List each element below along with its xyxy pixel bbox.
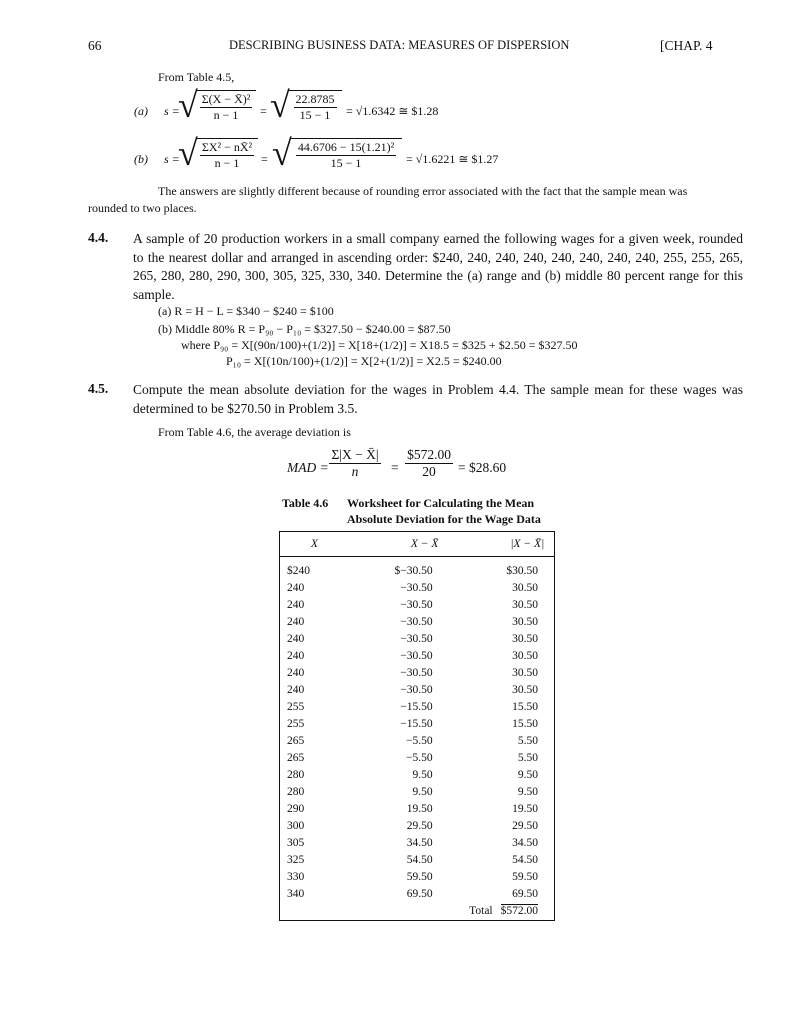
table-row	[280, 869, 555, 886]
part-a-numerator-2: 22.8785	[295, 92, 335, 106]
cell-x: 240	[287, 667, 305, 679]
mad-denominator-1: n	[351, 464, 359, 479]
worksheet-table	[279, 531, 555, 921]
cell-deviation: $−30.50	[394, 565, 433, 577]
part-a-lhs: s =	[164, 104, 180, 118]
cell-abs-deviation: 30.50	[512, 633, 538, 645]
part-b-result: = √1.6221 ≅ $1.27	[406, 152, 499, 166]
cell-deviation: 54.50	[406, 854, 433, 866]
table-row	[280, 801, 555, 818]
sqrt-icon: √	[270, 85, 290, 125]
cell-x: 305	[287, 837, 305, 849]
table-row	[280, 580, 555, 597]
mad-numerator-1: Σ|X − X̄|	[331, 447, 379, 462]
cell-abs-deviation: $30.50	[506, 565, 538, 577]
cell-deviation: −30.50	[400, 616, 433, 628]
table-row	[280, 835, 555, 852]
sqrt-icon: √	[272, 133, 292, 173]
header-abs-deviation: |X − X̄|	[501, 532, 555, 557]
cell-abs-deviation: 19.50	[512, 803, 538, 815]
table-row	[280, 852, 555, 869]
chapter-label: [CHAP. 4	[660, 38, 713, 53]
table-row	[280, 631, 555, 648]
running-title: DESCRIBING BUSINESS DATA: MEASURES OF DISPERSION	[229, 38, 570, 52]
rounding-note: The answers are slightly different because of rounding error associated with the fact that the sample mean was rounded to two places.	[88, 184, 688, 215]
part-b-denominator-2: 15 − 1	[330, 156, 362, 170]
cell-x: 240	[287, 633, 305, 645]
cell-abs-deviation: 5.50	[517, 752, 538, 764]
part-b-lhs: s =	[164, 152, 180, 166]
part-b-equals: =	[261, 152, 268, 166]
cell-abs-deviation: 54.50	[512, 854, 538, 866]
cell-deviation: 29.50	[406, 820, 433, 832]
table-caption-line-1: Worksheet for Calculating the Mean	[347, 496, 535, 510]
cell-abs-deviation: 30.50	[512, 616, 538, 628]
table-row	[280, 818, 555, 835]
part-a-numerator-1: Σ(X − X̄)²	[201, 92, 251, 106]
header-deviation: X − X̄	[349, 532, 501, 557]
cell-x: 330	[287, 871, 305, 883]
table-caption-label: Table 4.6	[282, 496, 329, 510]
cell-x: 265	[287, 735, 305, 747]
cell-abs-deviation: 15.50	[512, 701, 538, 713]
mad-lhs: MAD =	[287, 460, 329, 475]
total-value: $572.00	[500, 905, 538, 917]
cell-x: 240	[287, 684, 305, 696]
cell-x: 240	[287, 582, 305, 594]
cell-deviation: −15.50	[400, 718, 433, 730]
table-row	[280, 784, 555, 801]
cell-abs-deviation: 30.50	[512, 650, 538, 662]
part-b-fraction-2	[290, 140, 402, 171]
cell-abs-deviation: 30.50	[512, 582, 538, 594]
part-b-numerator-2: 44.6706 − 15(1.21)²	[297, 140, 395, 154]
sqrt-icon: √	[178, 133, 198, 173]
cell-x: 240	[287, 616, 305, 628]
cell-abs-deviation: 30.50	[512, 667, 538, 679]
cell-x: 240	[287, 599, 305, 611]
problem-44-solution-b-where: where P₉₀ = X[(90n/100)+(1/2)] = X[18+(1/2)] = X18.5 = $325 + $2.50 = $327.50	[181, 338, 578, 352]
problem-44-solution-b: (b) Middle 80% R = P₉₀ − P₁₀ = $327.50 − $240.00 = $87.50	[158, 322, 451, 336]
table-row	[280, 563, 555, 580]
part-a-denominator-2: 15 − 1	[299, 108, 331, 122]
cell-deviation: 69.50	[406, 888, 433, 900]
cell-x: 325	[287, 854, 305, 866]
table-row	[280, 750, 555, 767]
header-x: X	[280, 532, 349, 557]
cell-abs-deviation: 15.50	[512, 718, 538, 730]
cell-deviation: −30.50	[400, 650, 433, 662]
cell-x: 280	[287, 769, 305, 781]
table-header-row	[280, 532, 555, 557]
cell-x: 290	[287, 803, 305, 815]
cell-abs-deviation: 30.50	[512, 684, 538, 696]
table-row	[280, 716, 555, 733]
cell-deviation: 59.50	[406, 871, 433, 883]
mad-fraction-2	[403, 447, 455, 480]
cell-abs-deviation: 69.50	[512, 888, 538, 900]
table-row	[280, 767, 555, 784]
cell-deviation: −30.50	[400, 684, 433, 696]
cell-abs-deviation: 5.50	[517, 735, 538, 747]
part-a-label: (a)	[134, 104, 148, 118]
cell-deviation: −5.50	[406, 735, 433, 747]
table-row	[280, 733, 555, 750]
intro-text: From Table 4.5,	[158, 70, 235, 84]
problem-45-text: Compute the mean absolute deviation for the wages in Problem 4.4. The sample mean for these wages was determined to be $270.50 in Problem 3.5.	[133, 382, 743, 416]
page-number: 66	[88, 38, 102, 53]
problem-44-text: A sample of 20 production workers in a small company earned the following wages for a given week, rounded to the nearest dollar and arranged in ascending order: $240, 240, 240, 240, 240, 240, 240, 240, 255, 255, 265, 265, 280, 280, 290, 300, 305, 325, 330, 340. Determine the (a) range and (b) middle 80 percent range for this sample.	[133, 231, 743, 302]
cell-abs-deviation: 9.50	[517, 786, 538, 798]
mad-fraction-1	[325, 447, 385, 480]
cell-x: 265	[287, 752, 305, 764]
sqrt-icon: √	[178, 85, 198, 125]
cell-x: $240	[287, 565, 310, 577]
table-caption-line-2: Absolute Deviation for the Wage Data	[347, 512, 541, 526]
part-a-equals: =	[260, 104, 267, 118]
mad-result: = $28.60	[458, 460, 507, 475]
part-a-fraction-1	[197, 92, 255, 123]
mad-equals: =	[391, 460, 399, 475]
cell-x: 340	[287, 888, 305, 900]
cell-x: 280	[287, 786, 305, 798]
table-row	[280, 614, 555, 631]
table-row	[280, 682, 555, 699]
cell-deviation: −30.50	[400, 582, 433, 594]
cell-deviation: 19.50	[406, 803, 433, 815]
table-row	[280, 886, 555, 903]
cell-x: 255	[287, 701, 305, 713]
problem-44-solution-b-p10: P₁₀ = X[(10n/100)+(1/2)] = X[2+(1/2)] = X2.5 = $240.00	[226, 354, 502, 368]
cell-deviation: 9.50	[412, 769, 433, 781]
total-row	[280, 903, 555, 921]
cell-abs-deviation: 59.50	[512, 871, 538, 883]
table-row	[280, 665, 555, 682]
table-row	[280, 648, 555, 665]
part-a-fraction-2	[288, 92, 342, 123]
cell-deviation: −5.50	[406, 752, 433, 764]
part-a-result: = √1.6342 ≅ $1.28	[346, 104, 439, 118]
mad-denominator-2: 20	[422, 464, 436, 479]
part-a-denominator-1: n − 1	[213, 108, 239, 122]
part-b-denominator-1: n − 1	[214, 156, 240, 170]
cell-deviation: −15.50	[400, 701, 433, 713]
mad-intro: From Table 4.6, the average deviation is	[158, 425, 351, 439]
problem-number-44: 4.4.	[88, 230, 109, 245]
cell-deviation: −30.50	[400, 633, 433, 645]
cell-abs-deviation: 30.50	[512, 599, 538, 611]
cell-deviation: 9.50	[412, 786, 433, 798]
cell-x: 255	[287, 718, 305, 730]
cell-abs-deviation: 29.50	[512, 820, 538, 832]
problem-44-solution-a: (a) R = H − L = $340 − $240 = $100	[158, 304, 334, 318]
table-row	[280, 699, 555, 716]
part-b-fraction-1	[197, 140, 257, 171]
total-label: Total	[469, 905, 493, 917]
cell-x: 240	[287, 650, 305, 662]
problem-number-45: 4.5.	[88, 381, 109, 396]
cell-abs-deviation: 9.50	[517, 769, 538, 781]
cell-deviation: −30.50	[400, 599, 433, 611]
part-b-numerator-1: ΣX² − nX̄²	[201, 140, 253, 154]
part-b-label: (b)	[134, 152, 148, 166]
table-row	[280, 597, 555, 614]
cell-deviation: 34.50	[406, 837, 433, 849]
mad-numerator-2: $572.00	[407, 447, 451, 462]
cell-deviation: −30.50	[400, 667, 433, 679]
cell-x: 300	[287, 820, 305, 832]
cell-abs-deviation: 34.50	[512, 837, 538, 849]
